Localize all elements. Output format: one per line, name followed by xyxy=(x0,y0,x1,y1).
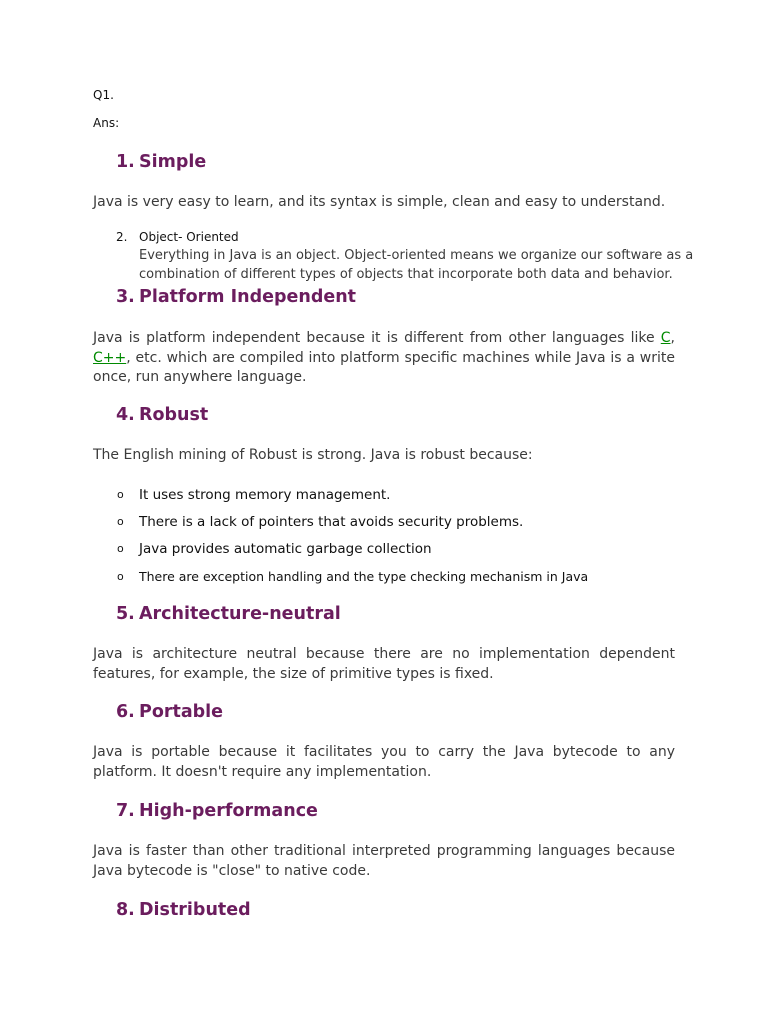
heading-title: Architecture-neutral xyxy=(139,604,341,624)
question-label: Q1. xyxy=(93,88,114,102)
heading-platform-independent xyxy=(116,287,356,307)
paragraph-architecture-neutral: Java is architecture neutral because there are no implementation dependent features, for example, the size of primitive types is fixed. xyxy=(93,646,675,682)
heading-number: 8. xyxy=(116,900,135,920)
heading-portable xyxy=(116,702,223,722)
list-item-text: There is a lack of pointers that avoids security problems. xyxy=(139,514,524,530)
paragraph-portable: Java is portable because it facilitates you to carry the Java bytecode to any platform. It doesn't require any implementation. xyxy=(93,744,675,780)
list-item xyxy=(117,569,589,584)
heading-distributed xyxy=(116,900,251,920)
paragraph-robust: The English mining of Robust is strong. Java is robust because: xyxy=(93,447,533,463)
comma: , xyxy=(670,330,675,346)
heading-title: Simple xyxy=(139,152,207,172)
heading-title: Robust xyxy=(139,405,209,425)
bullet-marker: o xyxy=(117,488,124,501)
answer-label: Ans: xyxy=(93,116,120,130)
heading-number: 6. xyxy=(116,702,135,722)
heading-title: Distributed xyxy=(139,900,251,920)
paragraph-object-oriented-line2: combination of different types of objects that incorporate both data and behavior. xyxy=(139,267,673,282)
list-item xyxy=(117,487,391,503)
link-cpp[interactable]: C++ xyxy=(93,349,127,366)
heading-number: 3. xyxy=(116,287,135,307)
list-item-text: It uses strong memory management. xyxy=(139,487,391,503)
list-item xyxy=(117,514,524,530)
paragraph-text: , etc. which are compiled into platform specific machines while Java is a write once, run anywhere language. xyxy=(93,349,675,385)
heading-title: High-performance xyxy=(139,801,318,821)
bullet-marker: o xyxy=(117,542,124,555)
bullet-marker: o xyxy=(117,570,124,583)
paragraph-simple: Java is very easy to learn, and its syntax is simple, clean and easy to understand. xyxy=(93,194,666,210)
heading-number: 1. xyxy=(116,152,135,172)
heading-object-oriented: Object- Oriented xyxy=(139,230,239,244)
heading-number: 4. xyxy=(116,405,135,425)
heading-number: 5. xyxy=(116,604,135,624)
bullet-marker: o xyxy=(117,515,124,528)
list-item-text: There are exception handling and the type checking mechanism in Java xyxy=(139,569,589,584)
heading-architecture-neutral xyxy=(116,604,341,624)
heading-number: 7. xyxy=(116,801,135,821)
paragraph-platform-independent xyxy=(93,329,675,388)
list-item xyxy=(117,541,432,557)
link-c[interactable]: C xyxy=(660,330,671,346)
heading-simple xyxy=(116,152,206,172)
paragraph-object-oriented-line1: Everything in Java is an object. Object-oriented means we organize our software as a xyxy=(139,248,694,263)
heading-title: Platform Independent xyxy=(139,287,357,307)
paragraph-high-performance: Java is faster than other traditional interpreted programming languages because Java bytecode is "close" to native code. xyxy=(93,843,675,879)
list-item-text: Java provides automatic garbage collection xyxy=(139,541,432,557)
heading-title: Portable xyxy=(139,702,224,722)
paragraph-text: Java is platform independent because it is different from other languages like xyxy=(93,330,661,346)
heading-robust xyxy=(116,405,208,425)
heading-high-performance xyxy=(116,801,318,821)
list-number: 2. xyxy=(116,230,128,244)
